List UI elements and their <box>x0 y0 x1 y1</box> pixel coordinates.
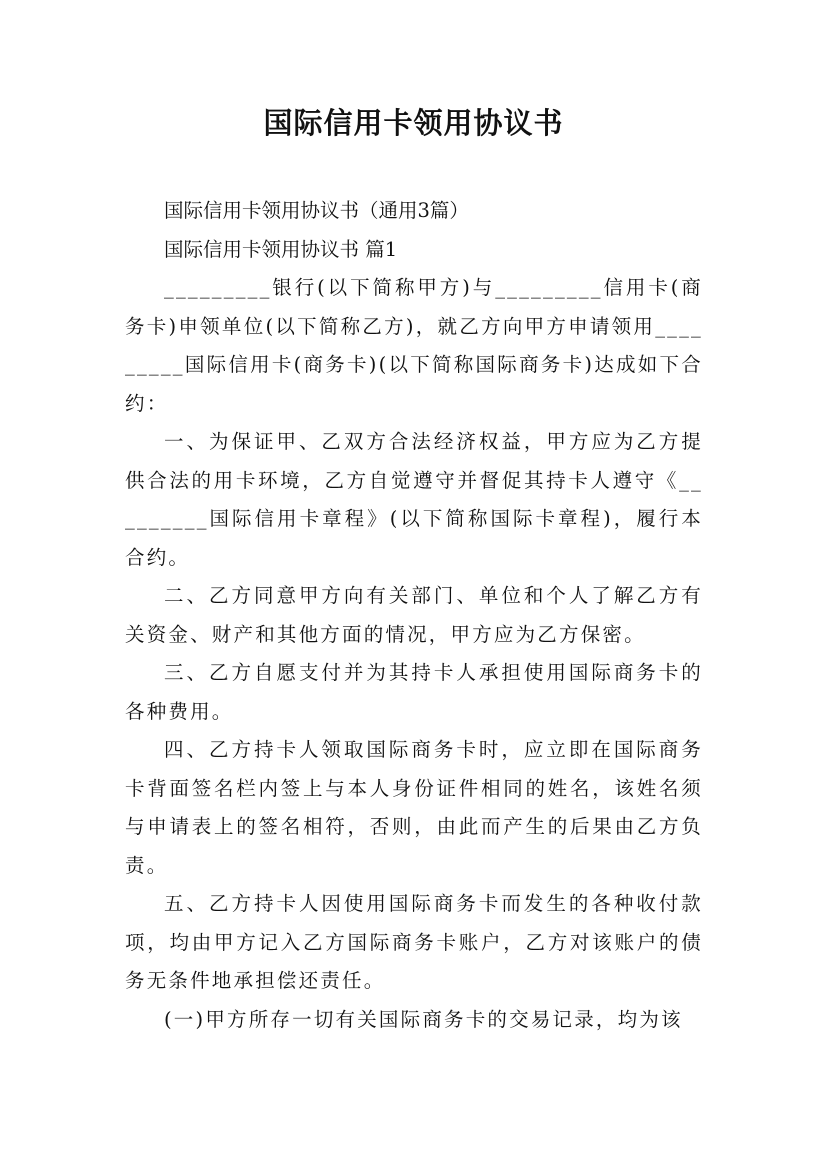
clause-3-paragraph: 三、乙方自愿支付并为其持卡人承担使用国际商务卡的各种费用。 <box>125 661 703 723</box>
clause-1-paragraph: 一、为保证甲、乙双方合法经济权益，甲方应为乙方提供合法的用卡环境，乙方自觉遵守并督促其持卡人遵守《_________国际信用卡章程》(以下简称国际卡章程)，履行本合约。 <box>125 430 703 569</box>
clause-4-paragraph: 四、乙方持卡人领取国际商务卡时，应立即在国际商务卡背面签名栏内签上与本人身份证件相同的姓名，该姓名须与申请表上的签名相符，否则，由此而产生的后果由乙方负责。 <box>125 738 703 877</box>
clause-5-subitem-1-paragraph: (一)甲方所存一切有关国际商务卡的交易记录，均为该 <box>164 1007 683 1031</box>
subtitle-paragraph: 国际信用卡领用协议书（通用3篇） <box>164 199 469 222</box>
preamble-paragraph: _________银行(以下简称甲方)与_________信用卡(商务卡)申领单位(以下简称乙方)，就乙方向甲方申请领用_________国际信用卡(商务卡)(以下简称国际商务卡)达成如下合约： <box>125 276 703 415</box>
clause-2-paragraph: 二、乙方同意甲方向有关部门、单位和个人了解乙方有关资金、财产和其他方面的情况，甲方应为乙方保密。 <box>125 584 703 646</box>
document-body <box>125 192 703 1039</box>
section-heading: 国际信用卡领用协议书 篇1 <box>164 237 398 261</box>
clause-5-paragraph: 五、乙方持卡人因使用国际商务卡而发生的各种收付款项，均由甲方记入乙方国际商务卡账户，乙方对该账户的债务无条件地承担偿还责任。 <box>125 892 703 992</box>
document-title: 国际信用卡领用协议书 <box>263 106 564 140</box>
